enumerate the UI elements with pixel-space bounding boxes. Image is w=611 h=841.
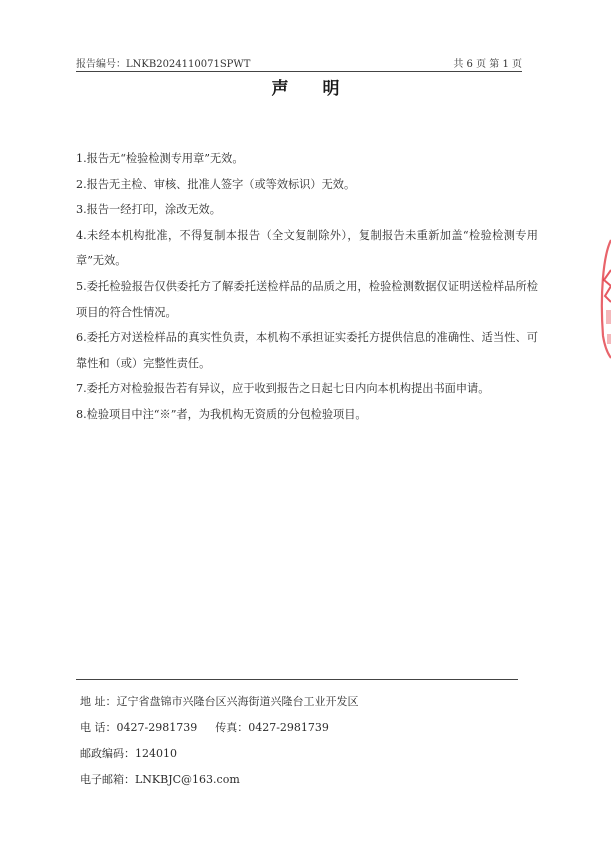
report-header — [76, 55, 522, 72]
seal-stamp-edge — [597, 236, 611, 360]
contact-address: 地 址：辽宁省盘锦市兴隆台区兴海街道兴隆台工业开发区 — [80, 695, 359, 708]
contact-phone-fax-row — [80, 715, 520, 741]
contact-phone: 电 话：0427-2981739 — [80, 721, 198, 734]
footer-divider — [76, 679, 518, 680]
declaration-clause-7: 7.委托方对检验报告若有异议，应于收到报告之日起七日内向本机构提出书面申请。 — [76, 382, 490, 396]
contact-postcode: 邮政编码：124010 — [80, 747, 177, 760]
declaration-clause-1: 1.报告无“检验检测专用章”无效。 — [76, 152, 244, 165]
page-info: 共 6 页 第 1 页 — [453, 59, 522, 70]
declaration-list — [76, 146, 538, 428]
page-title: 声明 — [271, 79, 374, 99]
declaration-clause-2: 2.报告无主检、审核、批准人签字（或等效标识）无效。 — [76, 177, 356, 191]
declaration-clause-3: 3.报告一经打印，涂改无效。 — [76, 203, 221, 217]
contact-fax: 传真：0427-2981739 — [215, 721, 329, 734]
declaration-clause-4: 4.未经本机构批准，不得复制本报告（全文复制除外），复制报告未重新加盖“检验检测专用章”无效。 — [76, 228, 538, 268]
contact-info — [80, 689, 520, 793]
declaration-clause-6: 6.委托方对送检样品的真实性负责，本机构不承担证实委托方提供信息的准确性、适当性、可靠性和（或）完整性责任。 — [76, 331, 538, 370]
declaration-clause-8: 8.检验项目中注“※”者，为我机构无资质的分包检验项目。 — [76, 407, 367, 421]
declaration-clause-5: 5.委托检验报告仅供委托方了解委托送检样品的品质之用，检验检测数据仅证明送检样品所检项目的符合性情况。 — [76, 279, 538, 319]
report-number: 报告编号：LNKB2024110071SPWT — [76, 59, 251, 70]
contact-email: 电子邮箱：LNKBJC@163.com — [80, 773, 240, 786]
